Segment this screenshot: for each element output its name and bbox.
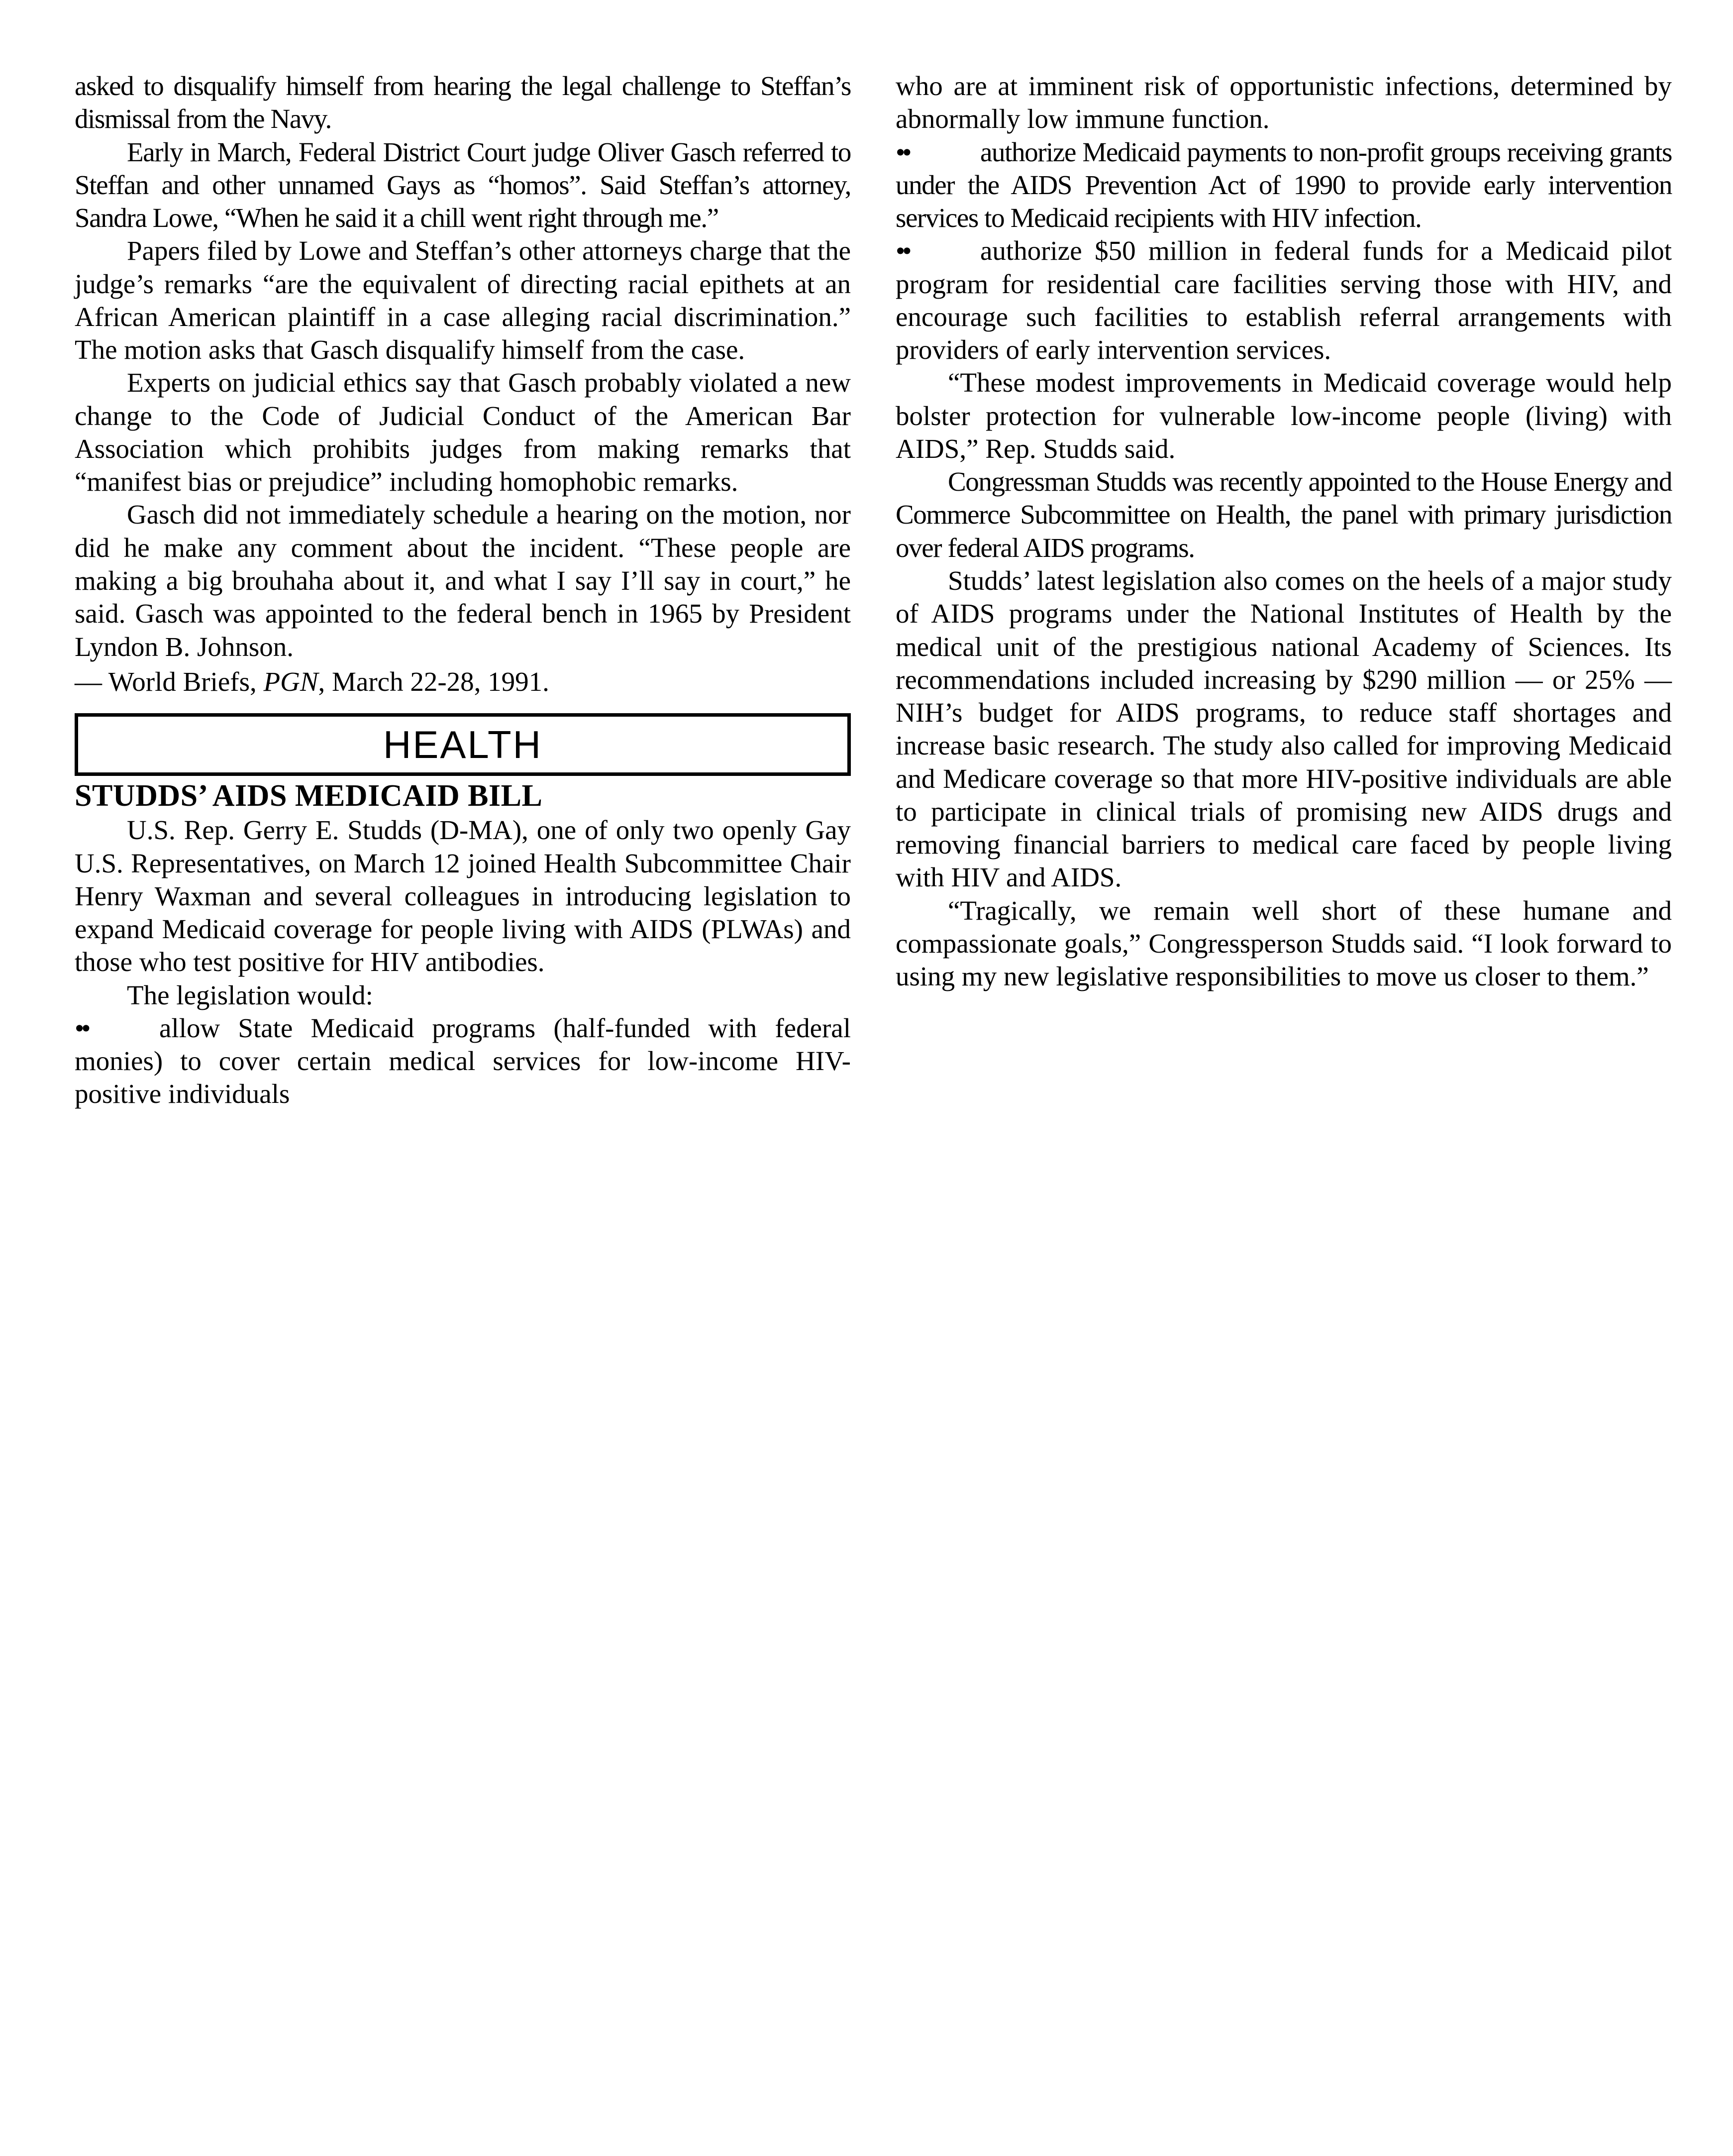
bullet-marker: ••: [896, 235, 909, 266]
paragraph-continued: asked to disqualify himself from hearing the legal challenge to Steffan’s dismissal from the Navy.: [75, 71, 851, 134]
paragraph: Early in March, Federal District Court judge Oliver Gasch referred to Steffan and other unnamed Gays as “homos”. Said Steffan’s attorney, Sandra Lowe, “When he said it a chill went right through me.”: [75, 136, 851, 233]
paragraph: Papers filed by Lowe and Steffan’s other attorneys charge that the judge’s remarks “are the equivalent of directing racial epithets at an African American plaintiff in a case alleging racial discrimination.” The motion asks that Gasch disqualify himself from the case.: [75, 235, 851, 365]
left-column: [75, 70, 851, 2096]
paragraph: U.S. Rep. Gerry E. Studds (D-MA), one of only two openly Gay U.S. Representatives, on March 12 joined Health Subcommittee Chair Henry Waxman and several colleagues in introducing legislation to expand Medicaid coverage for people living with AIDS (PLWAs) and those who test positive for HIV antibodies.: [75, 815, 851, 977]
paragraph-continued: who are at imminent risk of opportunistic infections, determined by abnormally low immune function.: [896, 71, 1672, 134]
paragraph: “These modest improvements in Medicaid coverage would help bolster protection for vulnerable low-income people (living) with AIDS,” Rep. Studds said.: [896, 367, 1672, 464]
paragraph: Experts on judicial ethics say that Gasch probably violated a new change to the Code of Judicial Conduct of the American Bar Association which prohibits judges from making remarks that “manifest bias or prejudice” including homophobic remarks.: [75, 367, 851, 497]
credit-prefix: — World Briefs,: [75, 666, 264, 697]
bullet-text: allow State Medicaid programs (half-funded with federal monies) to cover certain medical services for low-income HIV-positive individuals: [75, 1012, 851, 1109]
article-credit: [75, 665, 851, 698]
bullet-item: [896, 136, 1672, 235]
bullet-item: [75, 1012, 851, 1111]
two-column-layout: [75, 70, 1672, 2096]
paragraph: The legislation would:: [127, 979, 373, 1010]
credit-publication: PGN: [263, 666, 318, 697]
bullet-marker: ••: [75, 1012, 88, 1043]
paragraph: Congressman Studds was recently appointed to the House Energy and Commerce Subcommittee on Health, the panel with primary jurisdiction over federal AIDS programs.: [896, 466, 1672, 563]
paragraph: “Tragically, we remain well short of these humane and compassionate goals,” Congressperson Studds said. “I look forward to using my new legislative responsibilities to move us closer to them.”: [896, 895, 1672, 992]
paragraph: Gasch did not immediately schedule a hearing on the motion, nor did he make any comment about the incident. “These people are making a big brouhaha about it, and what I say I’ll say in court,” he said. Gasch was appointed to the federal bench in 1965 by President Lyndon B. Johnson.: [75, 499, 851, 662]
bullet-text: authorize Medicaid payments to non-profit groups receiving grants under the AIDS Prevention Act of 1990 to provide early intervention services to Medicaid recipients with HIV infection.: [896, 136, 1672, 233]
bullet-marker: ••: [896, 136, 909, 167]
bullet-item: [896, 234, 1672, 366]
section-banner-label: HEALTH: [383, 723, 542, 767]
article-headline: STUDDS’ AIDS MEDICAID BILL: [75, 779, 543, 813]
right-column: [896, 70, 1672, 2096]
bullet-text: authorize $50 million in federal funds for a Medicaid pilot program for residential care facilities serving those with HIV, and encourage such facilities to establish referral arrangements with providers of early intervention services.: [896, 235, 1672, 365]
section-banner-health: [75, 713, 851, 776]
credit-suffix: , March 22-28, 1991.: [318, 666, 549, 697]
paragraph: Studds’ latest legislation also comes on the heels of a major study of AIDS programs under the National Institutes of Health by the medical unit of the prestigious national Academy of Sciences. Its recommendations included increasing by $290 million — or 25% — NIH’s budget for AIDS programs, to reduce staff shortages and increase basic research. The study also called for improving Medicaid and Medicare coverage so that more HIV-positive individuals are able to participate in clinical trials of promising new AIDS drugs and removing financial barriers to medical care faced by people living with HIV and AIDS.: [896, 565, 1672, 893]
